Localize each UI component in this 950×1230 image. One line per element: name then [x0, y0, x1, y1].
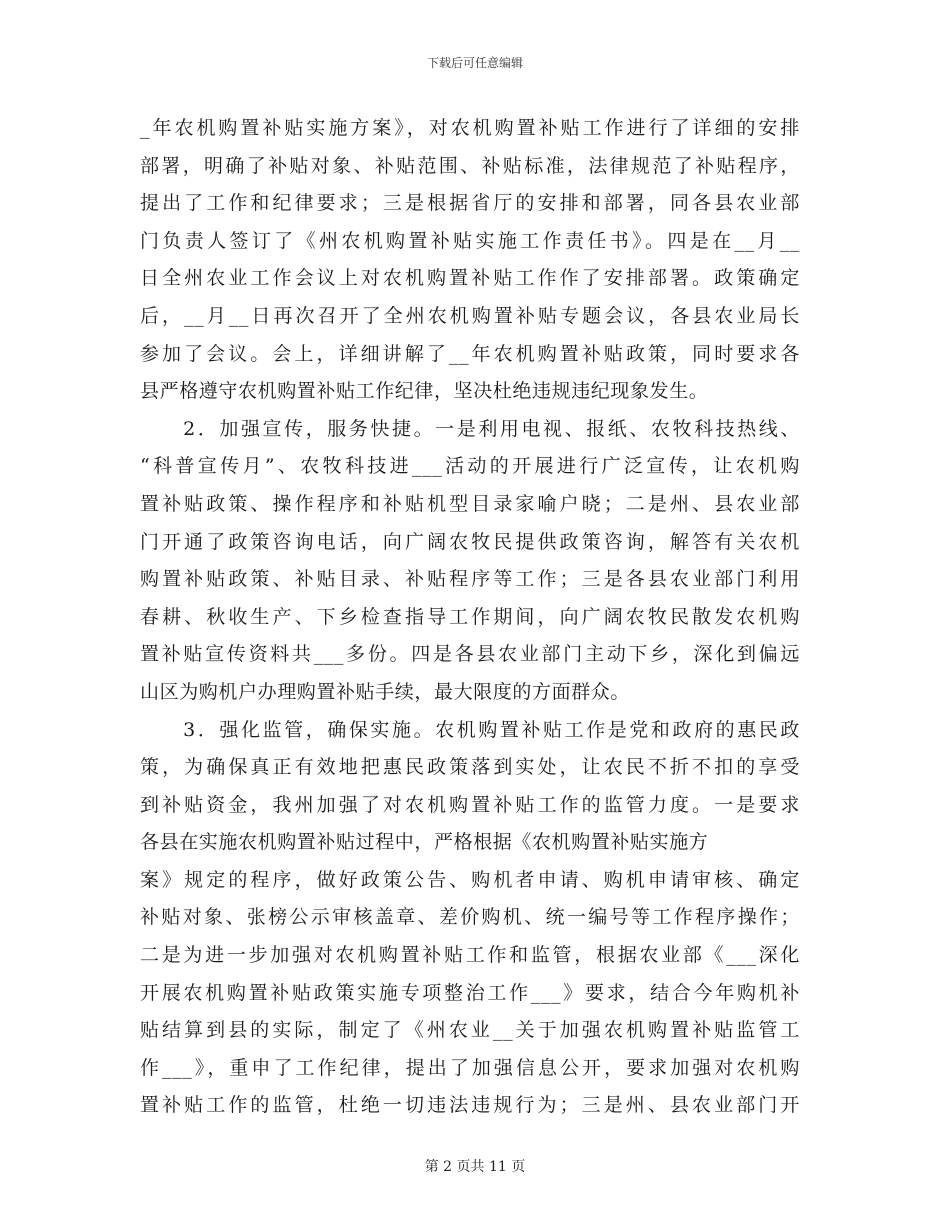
text-line: 日全州农业工作会议上对农机购置补贴工作作了安排部署。政策确定 [140, 267, 800, 290]
text-line: 参加了会议。会上，详细讲解了__年农机购置补贴政策，同时要求各 [140, 342, 800, 365]
text-line: 到补贴资金，我州加强了对农机购置补贴工作的监管力度。一是要求 [140, 793, 800, 816]
text-line: 案》规定的程序，做好政策公告、购机者申请、购机申请审核、确定 [140, 868, 800, 891]
text-line: 门负责人签订了《州农机购置补贴实施工作责任书》。四是在__月__ [140, 229, 800, 252]
text-line: 购置补贴政策、补贴目录、补贴程序等工作；三是各县农业部门利用 [140, 568, 800, 591]
text-line: 门开通了政策咨询电话，向广阔农牧民提供政策咨询，解答有关农机 [140, 530, 800, 553]
text-line: 2．加强宣传，服务快捷。一是利用电视、报纸、农牧科技热线、 [140, 417, 800, 440]
page-header: 下载后可任意编辑 [426, 56, 523, 70]
document-body [140, 110, 800, 1125]
text-line: 二是为进一步加强对农机购置补贴工作和监管，根据农业部《___深化 [140, 944, 800, 967]
text-line: 补贴对象、张榜公示审核盖章、差价购机、统一编号等工作程序操作； [140, 906, 800, 929]
text-line: “科普宣传月”、农牧科技进___活动的开展进行广泛宣传，让农机购 [140, 455, 800, 478]
text-line: _年农机购置补贴实施方案》，对农机购置补贴工作进行了详细的安排 [140, 117, 800, 139]
text-line: 作___》，重申了工作纪律，提出了加强信息公开，要求加强对农机购 [140, 1056, 800, 1079]
text-line: 置补贴工作的监管，杜绝一切违法违规行为；三是州、县农业部门开 [140, 1094, 800, 1117]
text-line: 置补贴政策、操作程序和补贴机型目录家喻户晓；二是州、县农业部 [140, 492, 800, 515]
text-line: 贴结算到县的实际，制定了《州农业__关于加强农机购置补贴监管工 [140, 1019, 800, 1042]
text-line: 策，为确保真正有效地把惠民政策落到实处，让农民不折不扣的享受 [140, 756, 800, 779]
text-line: 后，__月__日再次召开了全州农机购置补贴专题会议，各县农业局长 [140, 304, 800, 327]
text-line: 开展农机购置补贴政策实施专项整治工作___》要求，结合今年购机补 [140, 981, 800, 1004]
text-line: 3．强化监管，确保实施。农机购置补贴工作是党和政府的惠民政 [140, 718, 800, 741]
text-line: 各县在实施农机购置补贴过程中，严格根据《农机购置补贴实施方 [140, 831, 709, 854]
text-line: 春耕、秋收生产、下乡检查指导工作期间，向广阔农牧民散发农机购 [140, 605, 800, 628]
text-line: 提出了工作和纪律要求；三是根据省厅的安排和部署，同各县农业部 [140, 192, 800, 215]
text-line: 部署，明确了补贴对象、补贴范围、补贴标准，法律规范了补贴程序， [140, 154, 800, 177]
page-footer: 第 2 页共 11 页 [424, 1159, 526, 1175]
text-line: 置补贴宣传资料共___多份。四是各县农业部门主动下乡，深化到偏远 [140, 643, 800, 666]
text-line: 县严格遵守农机购置补贴工作纪律，坚决杜绝违规违纪现象发生。 [140, 380, 709, 403]
text-line: 山区为购机户办理购置补贴手续，最大限度的方面群众。 [140, 680, 631, 703]
